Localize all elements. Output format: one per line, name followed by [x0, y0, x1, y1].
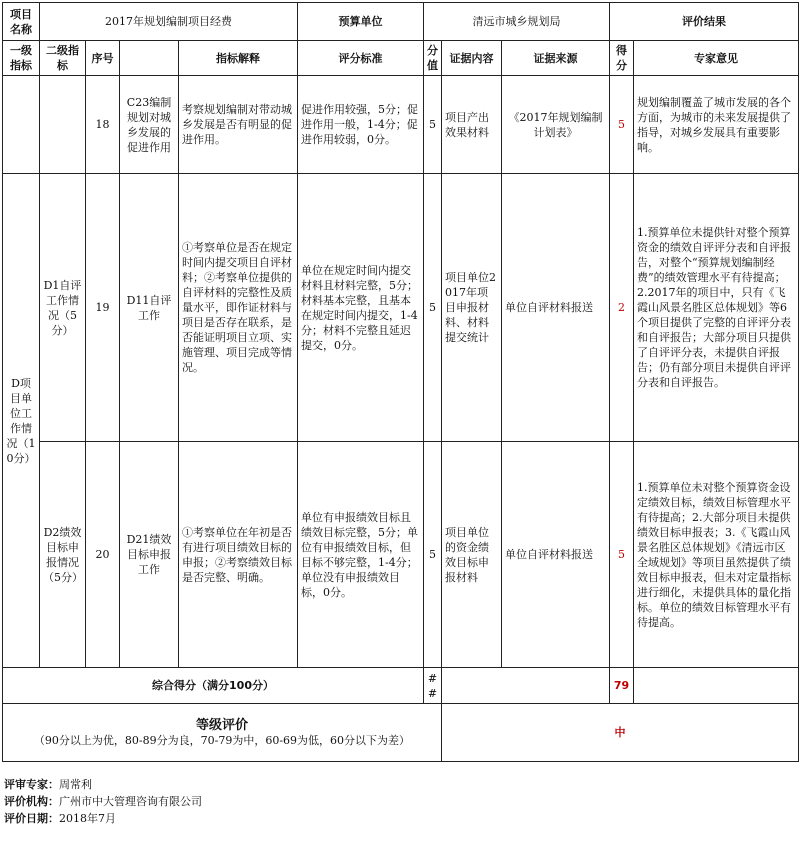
col-score-value: 分值	[424, 41, 442, 76]
row-explanation: 考察规划编制对带动城乡发展是否有明显的促进作用。	[179, 76, 298, 174]
col-criteria: 评分标准	[298, 41, 424, 76]
row-score: 5	[610, 76, 634, 174]
row-value: 5	[424, 76, 442, 174]
table-row	[3, 442, 799, 668]
row-evidence: 项目单位2017年项目申报材料、材料提交统计	[442, 174, 502, 442]
row-criteria: 单位在规定时间内提交材料且材料完整，5分；材料基本完整，且基本在规定时间内提交，1-4分；材料不完整且延迟提交，0分。	[298, 174, 424, 442]
row-level2: D1自评工作情况（5分）	[40, 174, 86, 442]
row-source: 单位自评材料报送	[502, 174, 610, 442]
row-explanation: ①考察单位是否在规定时间内提交项目自评材料；②考察单位提供的自评材料的完整性及质量水平，即作证材料与项目是否存在联系，是否能证明项目立项、实施管理、项目完成等情况。	[179, 174, 298, 442]
col-indicator	[120, 41, 179, 76]
grade-value: 中	[442, 704, 799, 762]
col-score: 得分	[610, 41, 634, 76]
row-evidence: 项目产出效果材料	[442, 76, 502, 174]
row-level2: D2绩效目标申报情况（5分）	[40, 442, 86, 668]
row-opinion: 1.预算单位未对整个预算资金设定绩效目标，绩效目标管理水平有待提高；2.大部分项目未提供绩效目标申报表；3.《飞霞山风景名胜区总体规划》《清远市区全域规划》等项目虽然提供了绩效目标申报表，但未对定量指标进行细化，未提供具体的量化指标。单位的绩效目标管理水平有待提高。	[634, 442, 799, 668]
project-name-label: 项目名称	[3, 3, 40, 41]
eval-result-label: 评价结果	[610, 3, 799, 41]
col-opinion: 专家意见	[634, 41, 799, 76]
level2-cell-empty	[40, 76, 86, 174]
total-row	[3, 668, 799, 704]
grade-subtitle: （90分以上为优，80-89分为良，70-79为中，60-69为低，60分以下为差）	[33, 733, 411, 747]
date-value: 2018年7月	[59, 812, 116, 825]
col-seq: 序号	[86, 41, 120, 76]
row-indicator: D11自评工作	[120, 174, 179, 442]
table-row	[3, 76, 799, 174]
row-source: 《2017年规划编制计划表》	[502, 76, 610, 174]
row-value: 5	[424, 174, 442, 442]
budget-unit-label: 预算单位	[298, 3, 424, 41]
level1-cell-empty	[3, 76, 40, 174]
row-indicator: D21绩效目标申报工作	[120, 442, 179, 668]
row-seq: 18	[86, 76, 120, 174]
row-seq: 19	[86, 174, 120, 442]
col-evidence: 证据内容	[442, 41, 502, 76]
row-indicator: C23编制规划对城乡发展的促进作用	[120, 76, 179, 174]
header-row-project	[3, 3, 799, 41]
row-criteria: 单位有申报绩效目标且绩效目标完整，5分；单位有申报绩效目标，但目标不够完整，1-4分；单位没有申报绩效目标，0分。	[298, 442, 424, 668]
col-source: 证据来源	[502, 41, 610, 76]
col-level1: 一级指标	[3, 41, 40, 76]
total-empty-cell	[442, 668, 610, 704]
footer-org	[4, 793, 202, 810]
grade-title: 等级评价	[195, 717, 248, 733]
evaluation-table	[2, 2, 799, 762]
row-seq: 20	[86, 442, 120, 668]
row-source: 单位自评材料报送	[502, 442, 610, 668]
row-criteria: 促进作用较强，5分；促进作用一般，1-4分；促进作用较弱，0分。	[298, 76, 424, 174]
total-score: 79	[610, 668, 634, 704]
footer-expert	[4, 776, 202, 793]
row-evidence: 项目单位的资金绩效目标申报材料	[442, 442, 502, 668]
col-explanation: 指标解释	[179, 41, 298, 76]
org-name: 广州市中大管理咨询有限公司	[59, 795, 202, 808]
header-row-columns	[3, 41, 799, 76]
budget-unit: 清远市城乡规划局	[424, 3, 610, 41]
row-value: 5	[424, 442, 442, 668]
total-opinion-empty	[634, 668, 799, 704]
date-label: 评价日期：	[4, 812, 59, 825]
col-level2: 二级指标	[40, 41, 86, 76]
footer-date	[4, 810, 202, 827]
grade-cell	[3, 704, 442, 762]
row-explanation: ①考察单位在年初是否有进行项目绩效目标的申报；②考察绩效目标是否完整、明确。	[179, 442, 298, 668]
row-opinion: 规划编制覆盖了城市发展的各个方面，为城市的未来发展提供了指导，对城乡发展具有重要影响。	[634, 76, 799, 174]
row-score: 2	[610, 174, 634, 442]
row-score: 5	[610, 442, 634, 668]
expert-name: 周常利	[59, 778, 92, 791]
total-value-cell: ##	[424, 668, 442, 704]
footer	[4, 776, 202, 827]
level1-d: D项目单位工作情况（10分）	[3, 174, 40, 668]
total-label: 综合得分（满分100分）	[3, 668, 424, 704]
expert-label: 评审专家：	[4, 778, 59, 791]
project-name: 2017年规划编制项目经费	[40, 3, 298, 41]
row-opinion: 1.预算单位未提供针对整个预算资金的绩效自评评分表和自评报告，对整个“预算规划编制经费”的绩效管理水平有待提高；2.2017年的项目中，只有《飞霞山风景名胜区总体规划》等6个项目提供了完整的自评评分表和自评报告；大部分项目只提供了自评评分表，未提供自评报告；仍有部分项目未提供自评评分表和自评报告。	[634, 174, 799, 442]
grade-row	[3, 704, 799, 762]
table-row	[3, 174, 799, 442]
org-label: 评价机构：	[4, 795, 59, 808]
